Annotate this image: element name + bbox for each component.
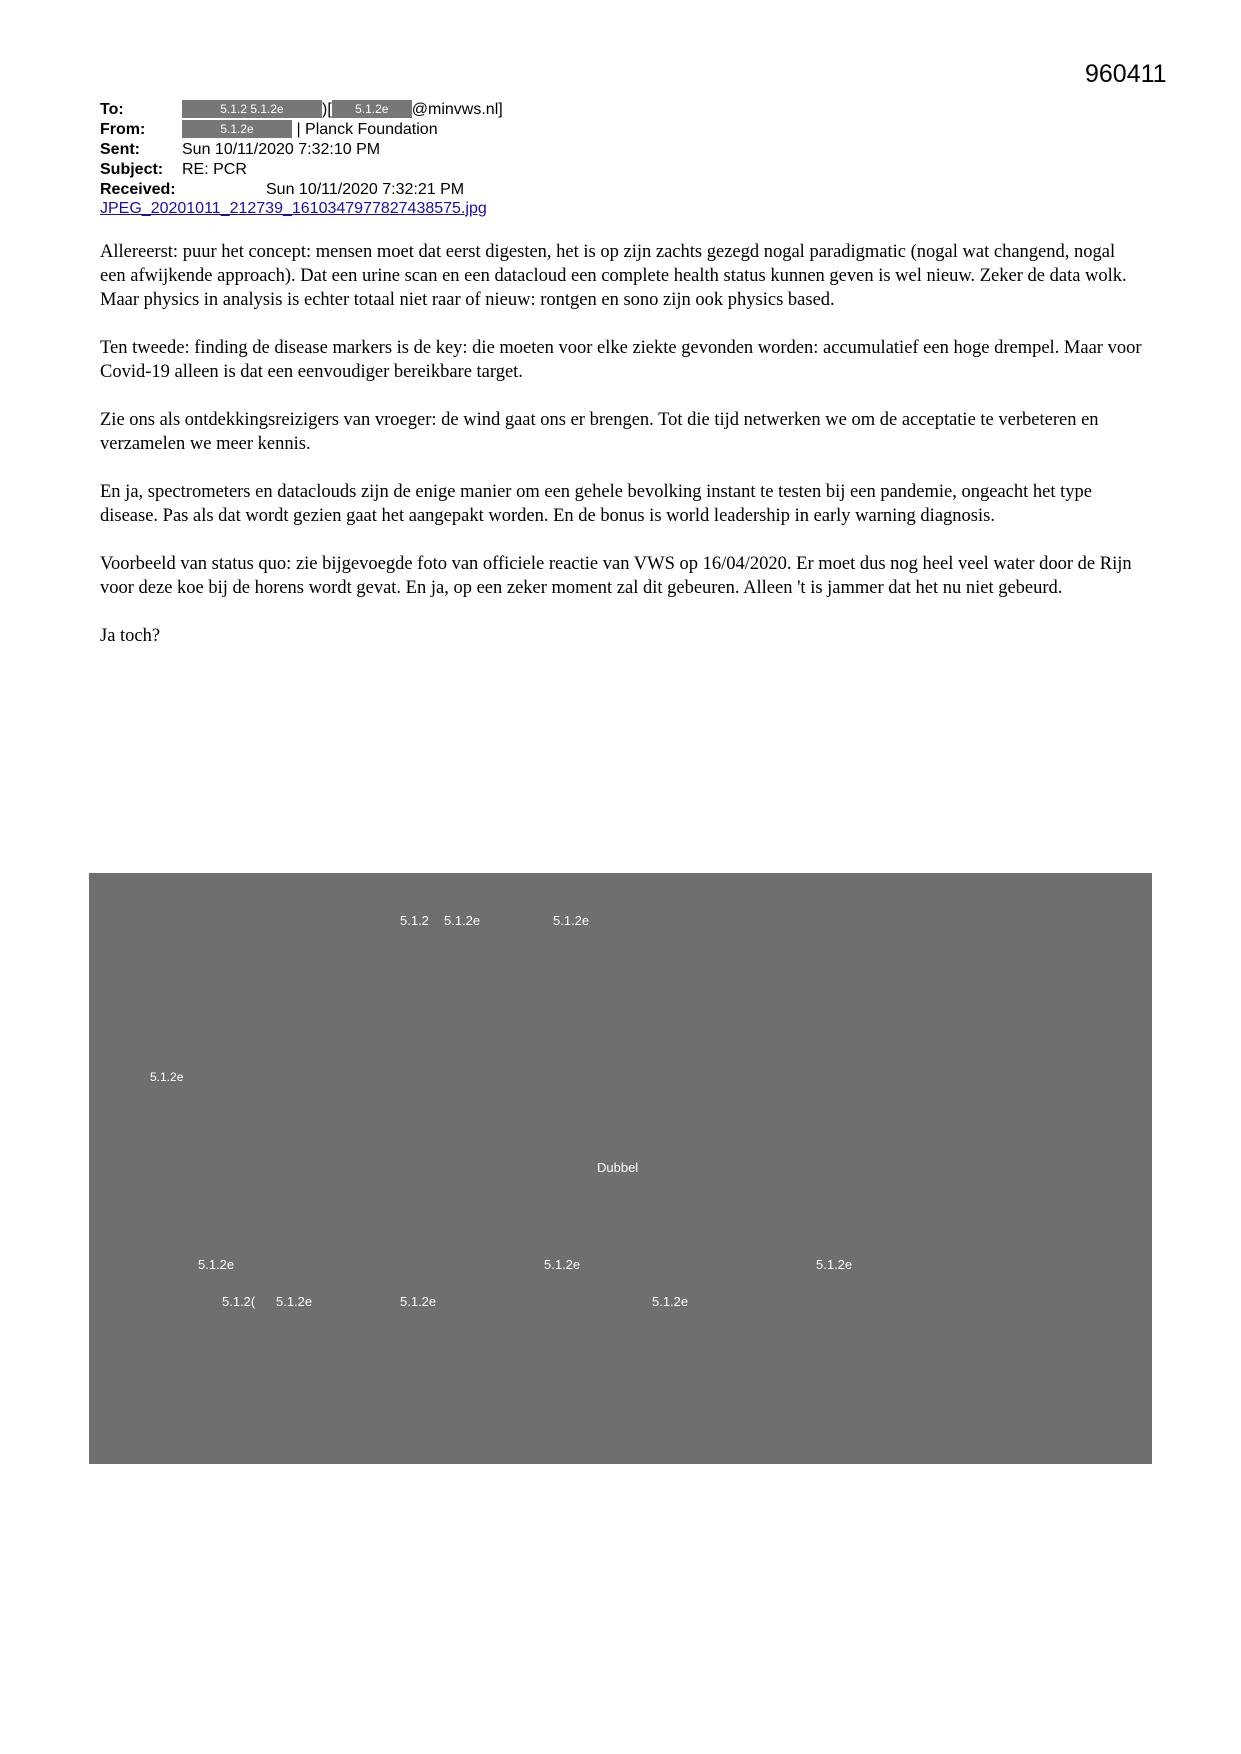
body-paragraph: Zie ons als ontdekkingsreizigers van vroeger: de wind gaat ons er brengen. Tot die tijd netwerken we om de acceptatie te verbeteren en verzamelen we meer kennis.	[100, 410, 1099, 454]
image-label-dubbel: Dubbel	[597, 1160, 639, 1175]
to-value	[182, 100, 503, 120]
redaction-label: 5.1.2e	[544, 1257, 581, 1272]
body-paragraph: En ja, spectrometers en dataclouds zijn de enige manier om een gehele bevolking instant te testen bij een pandemie, ongeacht het type disease. Pas als dat wordt gezien gaat het aangepakt worden. En de bonus is world leadership in early warning diagnosis.	[100, 482, 1092, 526]
to-separator: )[	[322, 101, 332, 118]
body-paragraph: Ten tweede: finding de disease markers is de key: die moeten voor elke ziekte gevonden worden: accumulatief een hoge drempel. Maar voor Covid-19 alleen is dat een eenvoudiger bereikbare target.	[100, 338, 1142, 382]
sent-value: Sun 10/11/2020 7:32:10 PM	[182, 141, 381, 158]
redaction-label: 5.1.2e	[198, 1257, 235, 1272]
subject-value: RE: PCR	[182, 161, 247, 178]
received-label: Received:	[100, 181, 176, 198]
redaction-label: 5.1.2e	[276, 1294, 313, 1309]
received-value: Sun 10/11/2020 7:32:21 PM	[266, 181, 465, 198]
redaction-box: 5.1.2e	[332, 100, 412, 118]
redaction-label: 5.1.2e	[652, 1294, 689, 1309]
from-organization: | Planck Foundation	[296, 121, 438, 138]
subject-label: Subject:	[100, 161, 164, 178]
redacted-image	[89, 873, 1152, 1464]
redaction-box: 5.1.2e	[182, 120, 292, 138]
email-body	[100, 240, 1145, 672]
redaction-label: 5.1.2e	[444, 913, 481, 928]
redaction-label: 5.1.2e	[400, 1294, 437, 1309]
redaction-label: 5.1.2e	[150, 1070, 184, 1084]
body-paragraph: Voorbeeld van status quo: zie bijgevoegde foto van officiele reactie van VWS op 16/04/2020. Er moet dus nog heel veel water door de Rijn voor deze koe bij de horens wordt gevat. En ja, op een zeker moment zal dit gebeuren. Alleen 't is jammer dat het nu niet gebeurd.	[100, 554, 1132, 598]
redaction-label: 5.1.2e	[553, 913, 590, 928]
redaction-label: 5.1.2e	[816, 1257, 853, 1272]
to-label: To:	[100, 101, 124, 118]
sent-label: Sent:	[100, 141, 140, 158]
document-number: 960411	[1085, 60, 1167, 88]
attachment-link[interactable]: JPEG_20201011_212739_1610347977827438575.jpg	[100, 200, 487, 217]
redaction-box: 5.1.2 5.1.2e	[182, 100, 322, 118]
body-paragraph: Ja toch?	[100, 626, 161, 646]
redaction-label: 5.1.2	[400, 913, 429, 928]
body-paragraph: Allereerst: puur het concept: mensen moet dat eerst digesten, het is op zijn zachts gezegd nogal paradigmatic (nogal wat changend, nogal een afwijkende approach). Dat een urine scan en een datacloud een complete health status kunnen geven is wel nieuw. Zeker de data wolk. Maar physics in analysis is echter totaal niet raar of nieuw: rontgen en sono zijn ook physics based.	[100, 242, 1127, 310]
to-domain: @minvws.nl]	[411, 101, 503, 118]
redaction-label: 5.1.2(	[222, 1294, 256, 1309]
from-label: From:	[100, 121, 146, 138]
from-value	[182, 120, 438, 140]
